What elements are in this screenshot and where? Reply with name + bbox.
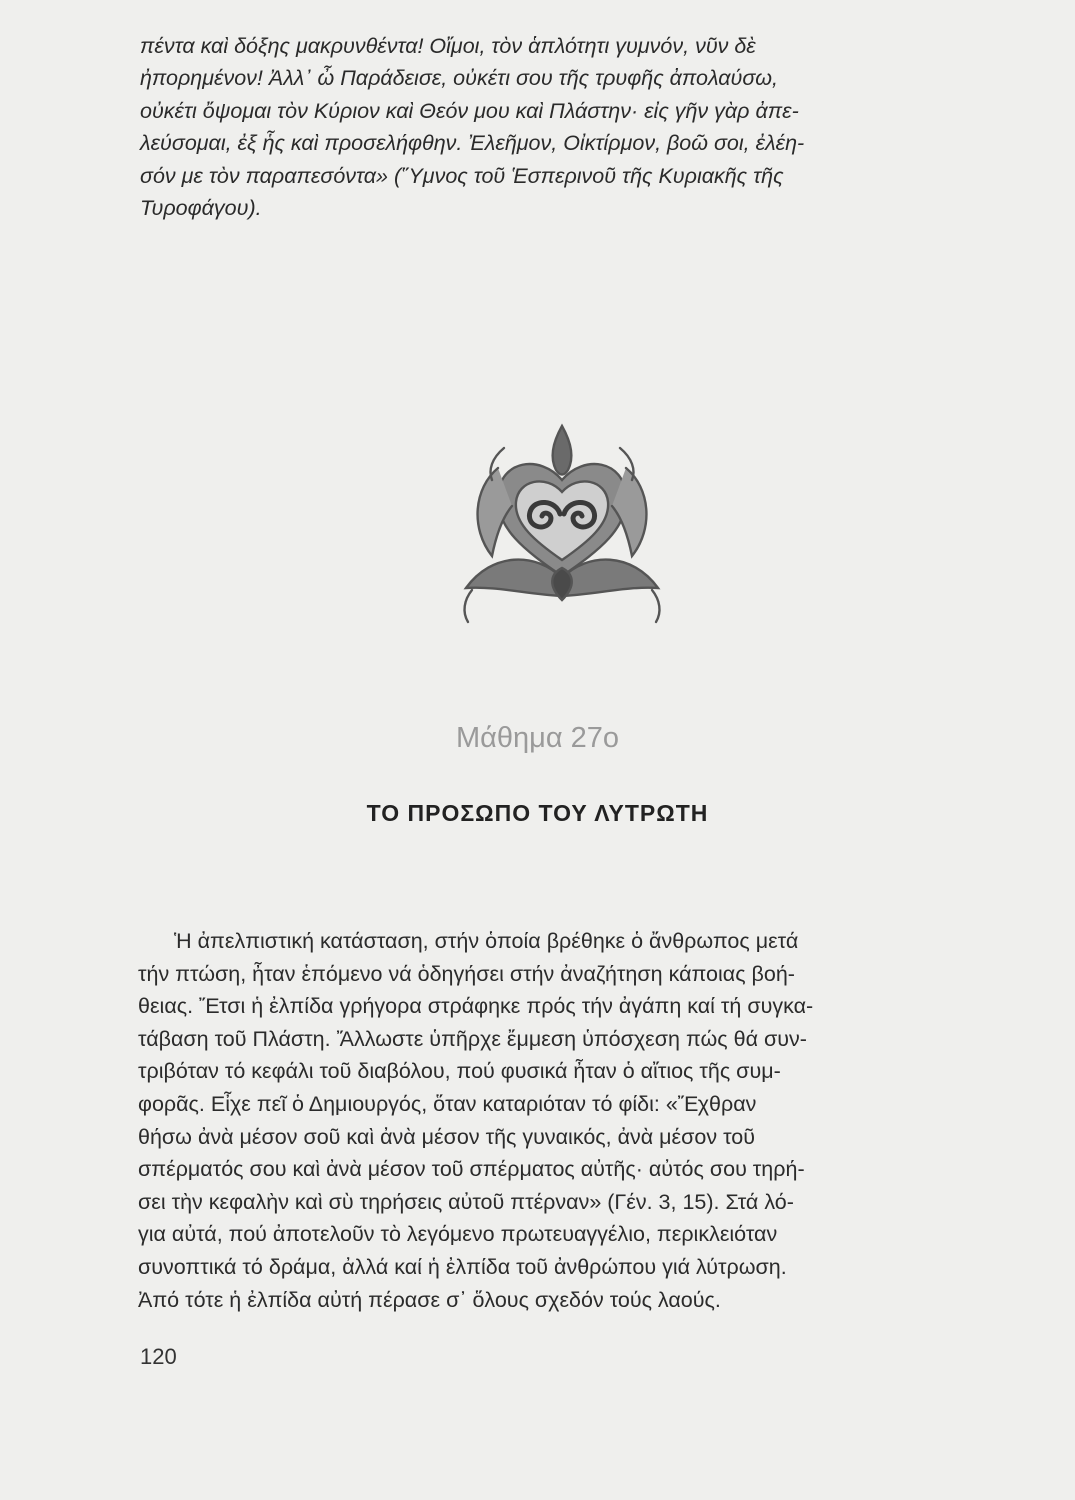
body-line: σει τὴν κεφαλὴν καὶ σὺ τηρήσεις αὐτοῦ πτέρναν» (Γέν. 3, 15). Στά λό- [138, 1189, 794, 1214]
lesson-title: ΤΟ ΠΡΟΣΩΠΟ ΤΟΥ ΛΥΤΡΩΤΗ [366, 800, 709, 826]
quote-line: Τυροφάγου). [140, 196, 262, 221]
quote-line: οὐκέτι ὄψομαι τὸν Κύριον καὶ Θεόν μου καὶ Πλάστην· εἰς γῆν γὰρ ἀπε- [140, 98, 799, 123]
quote-line: σόν με τὸν παραπεσόντα» (Ὕμνος τοῦ Ἑσπερινοῦ τῆς Κυριακῆς τῆς [140, 163, 784, 188]
hymn-quote [140, 30, 976, 224]
quote-line: λεύσομαι, ἐξ ἧς καὶ προσελήφθην. Ἐλεῆμον, Οἰκτίρμον, βοῶ σοι, ἐλέη- [140, 131, 805, 156]
body-paragraph [138, 925, 974, 1316]
lotus-heart-ornament-icon [452, 418, 672, 626]
body-line: θειας. Ἔτσι ἡ ἐλπίδα γρήγορα στράφηκε πρός τήν ἀγάπη καί τή συγκα- [138, 994, 814, 1019]
body-line: θήσω ἀνὰ μέσον σοῦ καὶ ἀνὰ μέσον τῆς γυναικός, ἀνὰ μέσον τοῦ [138, 1124, 755, 1149]
body-line: Ἡ ἀπελπιστική κατάσταση, στήν ὁποία βρέθηκε ὁ ἄνθρωπος μετά [174, 929, 799, 953]
page-number: 120 [140, 1344, 177, 1369]
body-line: τριβόταν τό κεφάλι τοῦ διαβόλου, πού φυσικά ἦταν ὁ αἴτιος τῆς συμ- [138, 1059, 781, 1084]
body-line: σπέρματός σου καὶ ἀνὰ μέσον τοῦ σπέρματος αὐτῆς· αὐτός σου τηρή- [138, 1157, 805, 1182]
body-line: τήν πτώση, ἦταν ἑπόμενο νά ὁδηγήσει στήν ἀναζήτηση κάποιας βοή- [138, 961, 795, 986]
quote-line: πέντα καὶ δόξης μακρυνθέντα! Οἴμοι, τὸν ἁπλότητι γυμνόν, νῦν δὲ [140, 34, 756, 58]
quote-line: ἠπορημένον! Ἀλλ᾽ ὦ Παράδεισε, οὐκέτι σου τῆς τρυφῆς ἀπολαύσω, [140, 66, 778, 91]
body-line: τάβαση τοῦ Πλάστη. Ἄλλωστε ὑπῆρχε ἔμμεση ὑπόσχεση πώς θά συν- [138, 1026, 807, 1051]
body-line: συνοπτικά τό δράμα, ἀλλά καί ἡ ἐλπίδα τοῦ ἀνθρώπου γιά λύτρωση. [138, 1254, 787, 1279]
body-line: φορᾶς. Εἶχε πεῖ ὁ Δημιουργός, ὅταν καταριόταν τό φίδι: «Ἔχθραν [138, 1091, 757, 1116]
lesson-number: Μάθημα 27ο [455, 722, 620, 754]
body-line: για αὐτά, πού ἀποτελοῦν τὸ λεγόμενο πρωτευαγγέλιο, περικλειόταν [138, 1222, 778, 1247]
body-line: Ἀπό τότε ἡ ἐλπίδα αὐτή πέρασε σ᾽ ὅλους σχεδόν τούς λαούς. [138, 1287, 721, 1312]
